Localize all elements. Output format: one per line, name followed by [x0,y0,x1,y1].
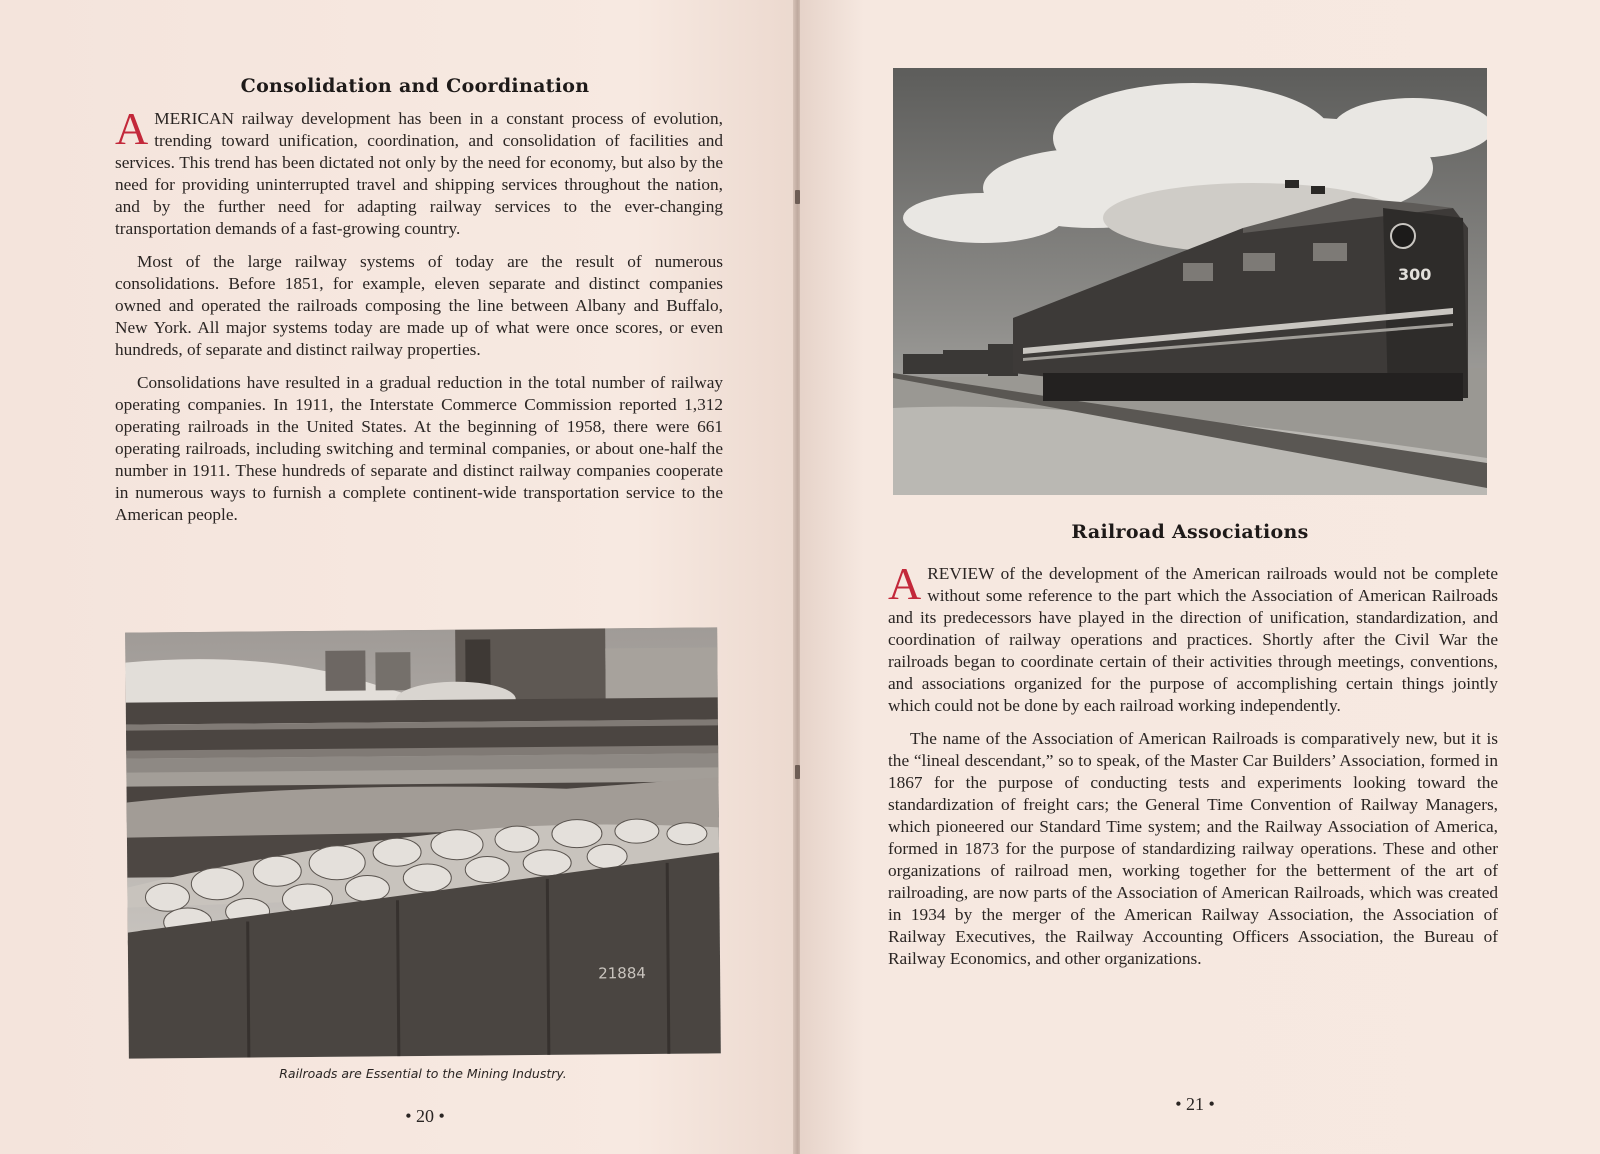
left-paragraph-3: Consolidations have resulted in a gradual reduction in the total number of railway operating companies. In 1911, the Interstate Commerce Commission reported 1,312 operating railroads in the United States. At the beginning of 1958, there were 661 operating railroads, including switching and terminal companies, or about one-half the number in 1911. These hundreds of separate and distinct railway companies cooperate in numerous ways to furnish a complete continent-wide transportation service to the American people. [115,373,723,524]
page-number-left: • 20 • [405,1106,445,1126]
right-paragraph-2: The name of the Association of American Railroads is comparatively new, but it is the “lineal descendant,” so to speak, of the Master Car Builders’ Association, formed in 1867 for the purpose of conducting tests and experiments looking toward the standardization of freight cars; the General Time Convention of Railway Managers, which pioneered our Standard Time system; and the Railway Association of America, formed in 1873 for the purpose of standardizing railway operations. These and other organizations of railroad men, working together for the betterment of the art of railroading, are now parts of the Association of American Railroads, which was created in 1934 by the merger of the American Railway Association, the Association of Railway Executives, the Railway Accounting Officers Association, the Bureau of Railway Economics, and other organizations. [888,729,1498,968]
right-body-text [888,558,1498,981]
page-number-right: • 21 • [1175,1094,1215,1114]
right-heading: Railroad Associations [1071,521,1309,543]
right-dropcap: A [888,558,922,609]
left-heading: Consolidation and Coordination [240,75,590,97]
left-body-text [115,103,723,537]
locomotive-illustration [893,68,1487,495]
loco-number: 300 [1398,265,1432,284]
right-page [800,0,1600,1154]
photo-caption: Railroads are Essential to the Mining Industry. [279,1066,567,1081]
locomotive-photo [893,68,1487,495]
coal-cars-illustration [125,627,721,1058]
right-paragraph-1: AREVIEW of the development of the American railroads would not be complete without some reference to the part which the Association of American Railroads and its predecessors have played in the direction of unification, standardization, and coordination of railway operations and practices. Shortly after the Civil War the railroads began to coordinate certain of their activities through meetings, conventions, and associations organized for the purpose of accomplishing certain things jointly which could not be done by each railroad working independently. [888,558,1498,715]
left-paragraph-2: Most of the large railway systems of today are the result of numerous consolidations. Before 1851, for example, eleven separate and distinct companies owned and operated the railroads composing the line between Albany and Buffalo, New York. All major systems today are made up of what were once scores, or even hundreds, of separate and distinct railway properties. [115,252,723,359]
car-number: 21884 [598,964,646,983]
left-page [0,0,795,1154]
left-paragraph-1: AMERICAN railway development has been in a constant process of evolution, trending toward unification, coordination, and consolidation of facilities and services. This trend has been dictated not only by the need for economy, but also by the need for providing uninterrupted travel and shipping services throughout the nation, and by the further need for adapting railway services to the ever-changing transportation demands of a fast-growing country. [115,103,723,238]
coal-cars-photo [125,627,721,1058]
left-dropcap: A [115,103,149,154]
